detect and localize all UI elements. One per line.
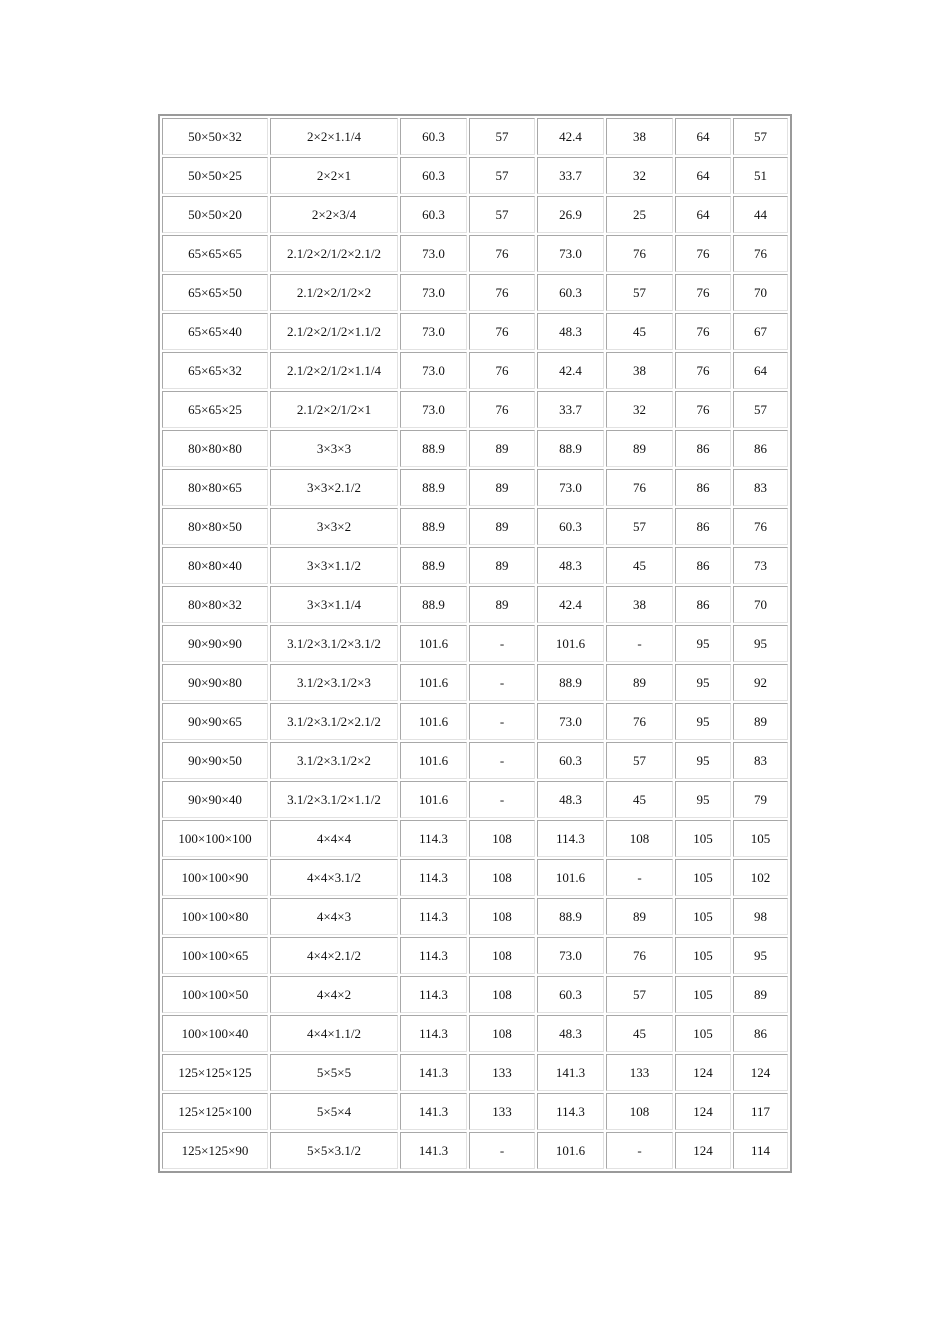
- table-row: [162, 781, 788, 818]
- cell-od-run-alt: -: [469, 1132, 535, 1169]
- cell-od-run: 73.0: [400, 274, 467, 311]
- cell-center-to-end-run: 105: [675, 898, 731, 935]
- cell-center-to-end-branch: 98: [733, 898, 788, 935]
- cell-od-branch-alt: 76: [606, 469, 673, 506]
- cell-od-run-alt: 89: [469, 586, 535, 623]
- cell-od-branch: 42.4: [537, 118, 604, 155]
- cell-od-run-alt: 108: [469, 859, 535, 896]
- cell-od-branch-alt: 108: [606, 1093, 673, 1130]
- cell-od-branch: 33.7: [537, 157, 604, 194]
- cell-metric-size: 100×100×90: [162, 859, 268, 896]
- cell-od-run-alt: 89: [469, 547, 535, 584]
- cell-od-branch-alt: 45: [606, 313, 673, 350]
- cell-od-branch: 48.3: [537, 781, 604, 818]
- table-row: [162, 586, 788, 623]
- cell-metric-size: 65×65×25: [162, 391, 268, 428]
- cell-od-run-alt: 76: [469, 313, 535, 350]
- cell-center-to-end-branch: 92: [733, 664, 788, 701]
- cell-center-to-end-branch: 67: [733, 313, 788, 350]
- cell-inch-size: 4×4×4: [270, 820, 398, 857]
- cell-metric-size: 65×65×65: [162, 235, 268, 272]
- cell-center-to-end-branch: 105: [733, 820, 788, 857]
- cell-inch-size: 5×5×5: [270, 1054, 398, 1091]
- cell-od-run: 88.9: [400, 586, 467, 623]
- cell-center-to-end-run: 124: [675, 1132, 731, 1169]
- cell-center-to-end-branch: 70: [733, 274, 788, 311]
- cell-od-branch: 48.3: [537, 313, 604, 350]
- spec-table-container: [158, 114, 792, 1173]
- cell-center-to-end-run: 105: [675, 976, 731, 1013]
- cell-od-branch-alt: 32: [606, 391, 673, 428]
- cell-od-branch-alt: 25: [606, 196, 673, 233]
- cell-metric-size: 125×125×100: [162, 1093, 268, 1130]
- cell-inch-size: 2.1/2×2/1/2×1: [270, 391, 398, 428]
- cell-inch-size: 2×2×1: [270, 157, 398, 194]
- cell-inch-size: 2.1/2×2/1/2×1.1/2: [270, 313, 398, 350]
- cell-od-branch: 73.0: [537, 937, 604, 974]
- cell-od-run: 88.9: [400, 430, 467, 467]
- cell-od-branch-alt: -: [606, 1132, 673, 1169]
- cell-od-run: 114.3: [400, 859, 467, 896]
- cell-center-to-end-run: 86: [675, 469, 731, 506]
- cell-od-run: 60.3: [400, 118, 467, 155]
- cell-center-to-end-branch: 86: [733, 430, 788, 467]
- table-row: [162, 313, 788, 350]
- cell-od-run: 114.3: [400, 1015, 467, 1052]
- cell-od-run-alt: -: [469, 664, 535, 701]
- table-row: [162, 742, 788, 779]
- cell-center-to-end-run: 76: [675, 313, 731, 350]
- cell-metric-size: 100×100×40: [162, 1015, 268, 1052]
- cell-center-to-end-run: 86: [675, 586, 731, 623]
- cell-od-run: 73.0: [400, 235, 467, 272]
- cell-metric-size: 90×90×65: [162, 703, 268, 740]
- table-body: [162, 118, 788, 1169]
- cell-od-run-alt: -: [469, 703, 535, 740]
- cell-od-run-alt: 89: [469, 508, 535, 545]
- cell-center-to-end-run: 86: [675, 508, 731, 545]
- cell-metric-size: 125×125×90: [162, 1132, 268, 1169]
- cell-od-run-alt: 57: [469, 157, 535, 194]
- cell-center-to-end-run: 86: [675, 547, 731, 584]
- cell-center-to-end-branch: 70: [733, 586, 788, 623]
- cell-metric-size: 100×100×50: [162, 976, 268, 1013]
- table-row: [162, 469, 788, 506]
- cell-metric-size: 100×100×80: [162, 898, 268, 935]
- cell-od-branch: 42.4: [537, 352, 604, 389]
- cell-od-branch: 26.9: [537, 196, 604, 233]
- cell-od-branch: 60.3: [537, 274, 604, 311]
- cell-center-to-end-branch: 89: [733, 703, 788, 740]
- cell-inch-size: 2.1/2×2/1/2×2.1/2: [270, 235, 398, 272]
- cell-od-run-alt: -: [469, 625, 535, 662]
- cell-inch-size: 4×4×3.1/2: [270, 859, 398, 896]
- cell-metric-size: 65×65×50: [162, 274, 268, 311]
- cell-center-to-end-branch: 83: [733, 469, 788, 506]
- cell-od-branch-alt: 38: [606, 586, 673, 623]
- cell-od-run-alt: 108: [469, 820, 535, 857]
- cell-inch-size: 3.1/2×3.1/2×2: [270, 742, 398, 779]
- cell-od-run-alt: 76: [469, 391, 535, 428]
- cell-od-branch-alt: 45: [606, 781, 673, 818]
- cell-od-run: 141.3: [400, 1093, 467, 1130]
- cell-od-run: 141.3: [400, 1054, 467, 1091]
- cell-center-to-end-branch: 117: [733, 1093, 788, 1130]
- cell-inch-size: 3×3×2: [270, 508, 398, 545]
- cell-od-branch-alt: 89: [606, 430, 673, 467]
- cell-center-to-end-run: 76: [675, 235, 731, 272]
- table-row: [162, 1015, 788, 1052]
- cell-od-branch: 48.3: [537, 1015, 604, 1052]
- cell-metric-size: 125×125×125: [162, 1054, 268, 1091]
- cell-od-run: 101.6: [400, 625, 467, 662]
- cell-center-to-end-branch: 44: [733, 196, 788, 233]
- cell-center-to-end-branch: 79: [733, 781, 788, 818]
- cell-center-to-end-run: 76: [675, 352, 731, 389]
- cell-od-branch: 88.9: [537, 898, 604, 935]
- cell-od-run: 114.3: [400, 820, 467, 857]
- cell-center-to-end-branch: 95: [733, 937, 788, 974]
- cell-od-run: 101.6: [400, 781, 467, 818]
- cell-od-branch: 88.9: [537, 430, 604, 467]
- table-row: [162, 703, 788, 740]
- cell-od-run-alt: -: [469, 781, 535, 818]
- cell-center-to-end-run: 95: [675, 664, 731, 701]
- cell-od-branch-alt: 38: [606, 352, 673, 389]
- cell-center-to-end-branch: 76: [733, 508, 788, 545]
- cell-od-run-alt: 108: [469, 976, 535, 1013]
- cell-center-to-end-branch: 64: [733, 352, 788, 389]
- cell-od-branch: 42.4: [537, 586, 604, 623]
- table-row: [162, 547, 788, 584]
- cell-metric-size: 80×80×80: [162, 430, 268, 467]
- table-row: [162, 274, 788, 311]
- cell-metric-size: 90×90×90: [162, 625, 268, 662]
- cell-od-run-alt: 133: [469, 1093, 535, 1130]
- cell-od-branch: 114.3: [537, 820, 604, 857]
- cell-od-branch-alt: 89: [606, 664, 673, 701]
- cell-metric-size: 50×50×25: [162, 157, 268, 194]
- cell-od-branch-alt: 133: [606, 1054, 673, 1091]
- table-row: [162, 625, 788, 662]
- cell-center-to-end-branch: 102: [733, 859, 788, 896]
- cell-od-run: 88.9: [400, 547, 467, 584]
- cell-center-to-end-branch: 57: [733, 118, 788, 155]
- cell-od-branch-alt: 76: [606, 235, 673, 272]
- table-row: [162, 937, 788, 974]
- cell-inch-size: 2.1/2×2/1/2×2: [270, 274, 398, 311]
- cell-inch-size: 2×2×1.1/4: [270, 118, 398, 155]
- cell-inch-size: 4×4×2: [270, 976, 398, 1013]
- cell-od-run-alt: 108: [469, 898, 535, 935]
- table-row: [162, 820, 788, 857]
- cell-center-to-end-branch: 76: [733, 235, 788, 272]
- cell-metric-size: 80×80×65: [162, 469, 268, 506]
- table-row: [162, 1054, 788, 1091]
- cell-center-to-end-branch: 95: [733, 625, 788, 662]
- table-row: [162, 1132, 788, 1169]
- cell-center-to-end-run: 64: [675, 157, 731, 194]
- table-row: [162, 1093, 788, 1130]
- cell-od-branch-alt: 57: [606, 742, 673, 779]
- cell-od-branch: 60.3: [537, 508, 604, 545]
- cell-metric-size: 100×100×65: [162, 937, 268, 974]
- cell-inch-size: 4×4×2.1/2: [270, 937, 398, 974]
- cell-od-branch-alt: 38: [606, 118, 673, 155]
- cell-center-to-end-run: 64: [675, 118, 731, 155]
- cell-od-branch: 141.3: [537, 1054, 604, 1091]
- cell-center-to-end-run: 105: [675, 820, 731, 857]
- cell-od-run: 114.3: [400, 898, 467, 935]
- cell-od-branch: 114.3: [537, 1093, 604, 1130]
- cell-metric-size: 90×90×50: [162, 742, 268, 779]
- table-row: [162, 898, 788, 935]
- cell-od-branch: 73.0: [537, 469, 604, 506]
- cell-od-run-alt: 108: [469, 1015, 535, 1052]
- cell-od-branch: 33.7: [537, 391, 604, 428]
- cell-od-branch: 101.6: [537, 859, 604, 896]
- cell-center-to-end-run: 64: [675, 196, 731, 233]
- cell-inch-size: 3×3×2.1/2: [270, 469, 398, 506]
- cell-metric-size: 65×65×32: [162, 352, 268, 389]
- cell-od-run-alt: 89: [469, 469, 535, 506]
- cell-od-branch-alt: 45: [606, 547, 673, 584]
- cell-od-run: 73.0: [400, 352, 467, 389]
- cell-inch-size: 3.1/2×3.1/2×1.1/2: [270, 781, 398, 818]
- cell-inch-size: 2×2×3/4: [270, 196, 398, 233]
- cell-inch-size: 3.1/2×3.1/2×3.1/2: [270, 625, 398, 662]
- cell-od-branch: 60.3: [537, 742, 604, 779]
- cell-metric-size: 100×100×100: [162, 820, 268, 857]
- cell-center-to-end-run: 124: [675, 1093, 731, 1130]
- cell-center-to-end-run: 76: [675, 391, 731, 428]
- cell-od-branch: 101.6: [537, 625, 604, 662]
- cell-inch-size: 5×5×3.1/2: [270, 1132, 398, 1169]
- cell-od-run: 73.0: [400, 313, 467, 350]
- cell-inch-size: 3×3×3: [270, 430, 398, 467]
- cell-od-run: 73.0: [400, 391, 467, 428]
- cell-center-to-end-run: 95: [675, 703, 731, 740]
- table-row: [162, 664, 788, 701]
- cell-od-run: 88.9: [400, 469, 467, 506]
- cell-od-branch: 60.3: [537, 976, 604, 1013]
- cell-metric-size: 80×80×32: [162, 586, 268, 623]
- table-row: [162, 430, 788, 467]
- table-row: [162, 859, 788, 896]
- cell-center-to-end-run: 76: [675, 274, 731, 311]
- cell-center-to-end-run: 105: [675, 937, 731, 974]
- cell-inch-size: 3.1/2×3.1/2×2.1/2: [270, 703, 398, 740]
- cell-inch-size: 5×5×4: [270, 1093, 398, 1130]
- cell-od-branch-alt: 57: [606, 976, 673, 1013]
- cell-center-to-end-run: 124: [675, 1054, 731, 1091]
- cell-od-branch: 73.0: [537, 703, 604, 740]
- cell-metric-size: 80×80×50: [162, 508, 268, 545]
- cell-od-branch: 88.9: [537, 664, 604, 701]
- cell-od-run: 101.6: [400, 703, 467, 740]
- cell-od-branch-alt: 76: [606, 703, 673, 740]
- cell-od-run-alt: 76: [469, 235, 535, 272]
- cell-od-run-alt: 108: [469, 937, 535, 974]
- cell-od-run: 60.3: [400, 196, 467, 233]
- cell-center-to-end-branch: 124: [733, 1054, 788, 1091]
- cell-inch-size: 4×4×3: [270, 898, 398, 935]
- cell-metric-size: 90×90×40: [162, 781, 268, 818]
- cell-od-run: 141.3: [400, 1132, 467, 1169]
- cell-od-run: 101.6: [400, 742, 467, 779]
- cell-center-to-end-run: 105: [675, 1015, 731, 1052]
- cell-inch-size: 2.1/2×2/1/2×1.1/4: [270, 352, 398, 389]
- cell-inch-size: 3×3×1.1/4: [270, 586, 398, 623]
- cell-od-branch: 101.6: [537, 1132, 604, 1169]
- cell-od-branch-alt: 45: [606, 1015, 673, 1052]
- table-row: [162, 118, 788, 155]
- cell-inch-size: 3.1/2×3.1/2×3: [270, 664, 398, 701]
- table-row: [162, 157, 788, 194]
- cell-od-run: 114.3: [400, 937, 467, 974]
- cell-od-run-alt: 57: [469, 118, 535, 155]
- cell-od-branch: 73.0: [537, 235, 604, 272]
- cell-center-to-end-run: 105: [675, 859, 731, 896]
- cell-od-run-alt: 57: [469, 196, 535, 233]
- cell-center-to-end-branch: 57: [733, 391, 788, 428]
- cell-center-to-end-branch: 83: [733, 742, 788, 779]
- cell-metric-size: 50×50×32: [162, 118, 268, 155]
- cell-metric-size: 80×80×40: [162, 547, 268, 584]
- cell-od-run: 114.3: [400, 976, 467, 1013]
- cell-od-run: 101.6: [400, 664, 467, 701]
- cell-center-to-end-branch: 114: [733, 1132, 788, 1169]
- cell-od-branch-alt: 32: [606, 157, 673, 194]
- cell-center-to-end-branch: 51: [733, 157, 788, 194]
- table-row: [162, 976, 788, 1013]
- pipe-tee-dimension-table: [158, 114, 792, 1173]
- table-row: [162, 235, 788, 272]
- cell-od-branch-alt: 108: [606, 820, 673, 857]
- table-row: [162, 352, 788, 389]
- cell-center-to-end-branch: 86: [733, 1015, 788, 1052]
- cell-od-run: 88.9: [400, 508, 467, 545]
- cell-od-branch-alt: -: [606, 859, 673, 896]
- cell-metric-size: 65×65×40: [162, 313, 268, 350]
- cell-od-run-alt: 133: [469, 1054, 535, 1091]
- cell-od-run-alt: 76: [469, 352, 535, 389]
- table-row: [162, 391, 788, 428]
- cell-od-run-alt: 76: [469, 274, 535, 311]
- cell-od-run-alt: 89: [469, 430, 535, 467]
- cell-od-branch-alt: 57: [606, 508, 673, 545]
- cell-center-to-end-branch: 73: [733, 547, 788, 584]
- cell-inch-size: 3×3×1.1/2: [270, 547, 398, 584]
- cell-metric-size: 50×50×20: [162, 196, 268, 233]
- cell-center-to-end-run: 95: [675, 781, 731, 818]
- cell-metric-size: 90×90×80: [162, 664, 268, 701]
- cell-od-branch: 48.3: [537, 547, 604, 584]
- cell-od-branch-alt: 76: [606, 937, 673, 974]
- cell-od-branch-alt: -: [606, 625, 673, 662]
- cell-center-to-end-run: 95: [675, 742, 731, 779]
- cell-center-to-end-run: 95: [675, 625, 731, 662]
- table-row: [162, 508, 788, 545]
- table-row: [162, 196, 788, 233]
- cell-od-branch-alt: 57: [606, 274, 673, 311]
- cell-center-to-end-branch: 89: [733, 976, 788, 1013]
- cell-center-to-end-run: 86: [675, 430, 731, 467]
- cell-od-branch-alt: 89: [606, 898, 673, 935]
- cell-od-run-alt: -: [469, 742, 535, 779]
- cell-inch-size: 4×4×1.1/2: [270, 1015, 398, 1052]
- cell-od-run: 60.3: [400, 157, 467, 194]
